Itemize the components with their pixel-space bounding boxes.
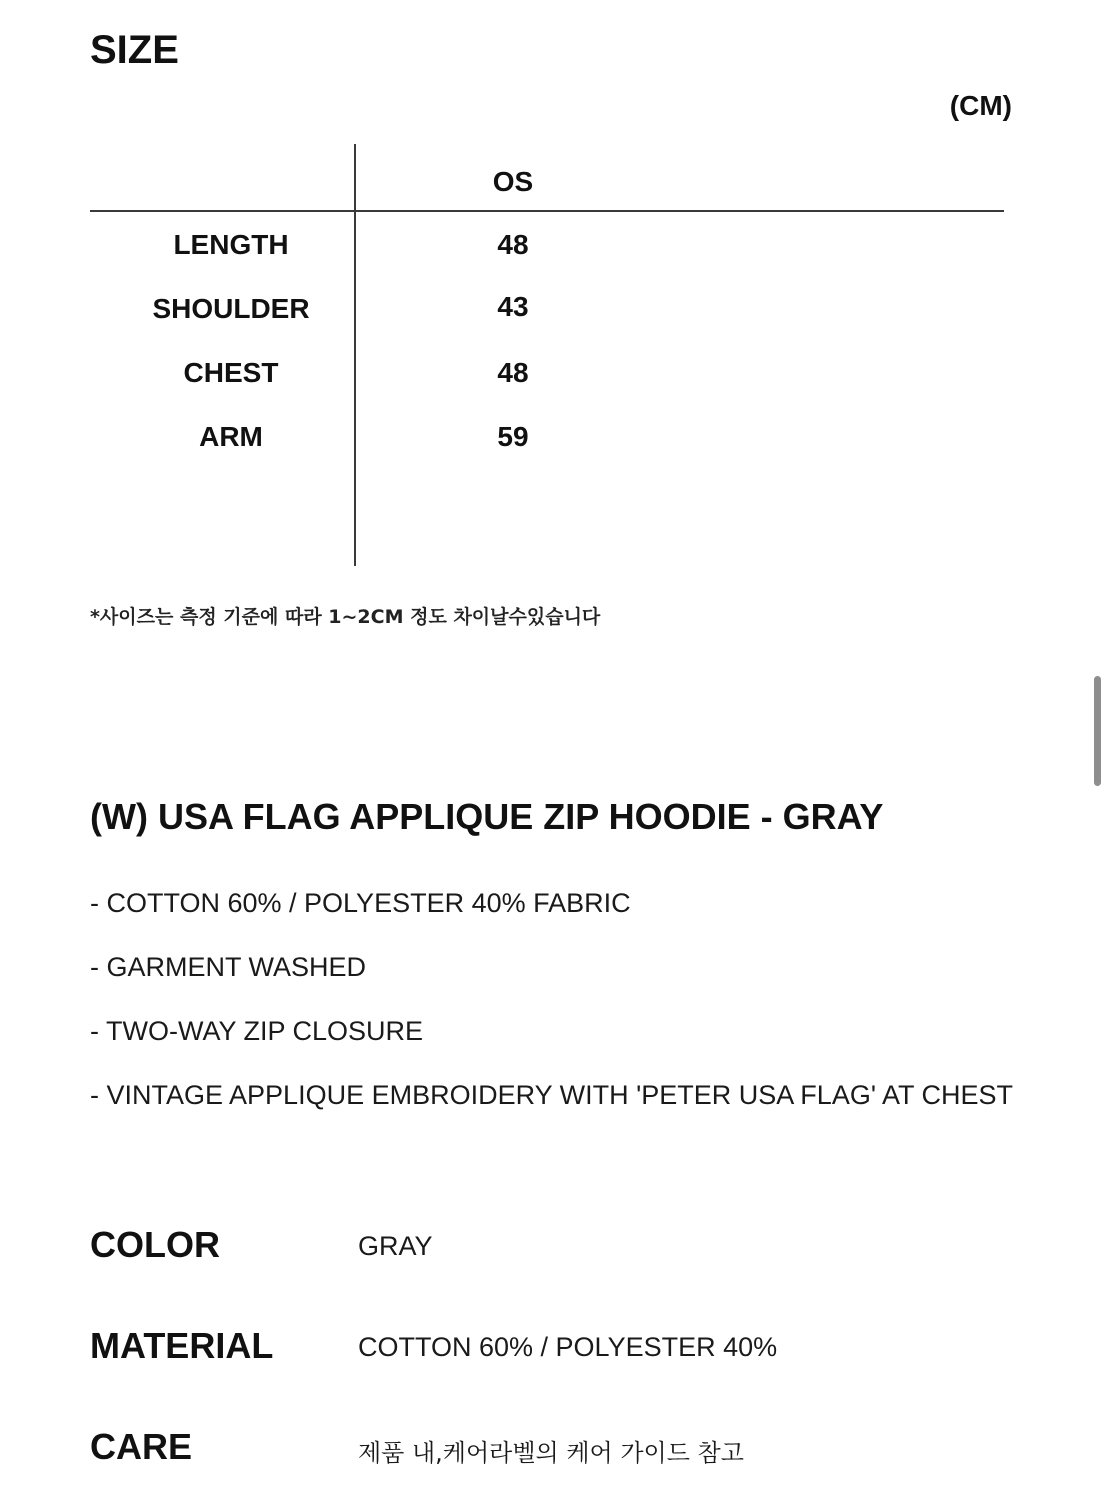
row-value: 48 — [497, 229, 529, 260]
column-header-os: OS — [492, 166, 534, 197]
spec-label-color: COLOR — [90, 1224, 220, 1265]
spec-value-material: COTTON 60% / POLYESTER 40% — [358, 1332, 778, 1362]
table-header-divider — [90, 210, 1004, 212]
table-vertical-divider — [354, 144, 356, 566]
spec-value-care: 제품 내,케어라벨의 케어 가이드 참고 — [358, 1439, 744, 1467]
unit-label: (CM) — [949, 90, 1012, 121]
row-value: 48 — [497, 357, 529, 388]
row-label: SHOULDER — [152, 293, 310, 324]
row-label: CHEST — [183, 357, 279, 388]
row-value: 43 — [497, 291, 529, 322]
list-item: - VINTAGE APPLIQUE EMBROIDERY WITH 'PETER USA FLAG' AT CHEST — [90, 1080, 1014, 1110]
row-label: LENGTH — [173, 229, 289, 260]
list-item: - COTTON 60% / POLYESTER 40% FABRIC — [90, 888, 631, 918]
list-item: - GARMENT WASHED — [90, 952, 367, 982]
size-note: *사이즈는 측정 기준에 따라 1~2CM 정도 차이날수있습니다 — [90, 606, 601, 628]
row-label: ARM — [199, 421, 263, 452]
row-value: 59 — [497, 421, 529, 452]
product-title: (W) USA FLAG APPLIQUE ZIP HOODIE - GRAY — [90, 796, 884, 837]
spec-label-material: MATERIAL — [90, 1325, 274, 1366]
size-section-title: SIZE — [90, 28, 179, 72]
scrollbar-thumb[interactable] — [1094, 676, 1101, 786]
spec-label-care: CARE — [90, 1426, 193, 1467]
spec-value-color: GRAY — [358, 1231, 433, 1261]
list-item: - TWO-WAY ZIP CLOSURE — [90, 1016, 424, 1046]
